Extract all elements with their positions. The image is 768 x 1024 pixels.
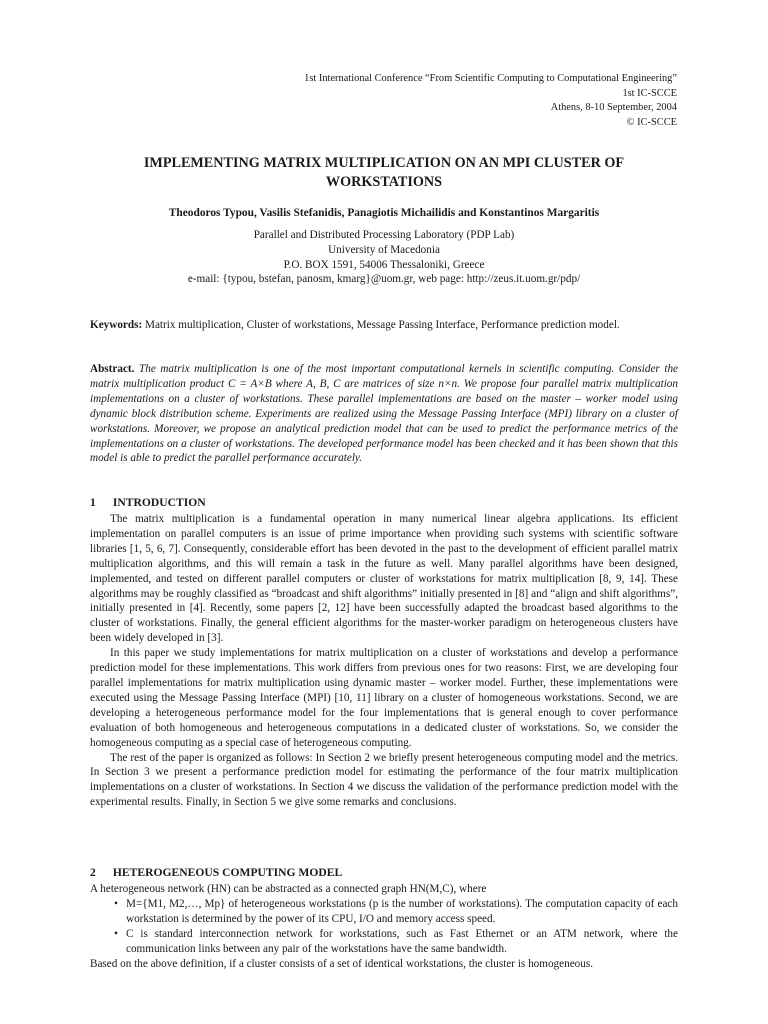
paper-title bbox=[90, 154, 678, 192]
section-1-heading bbox=[90, 496, 206, 509]
definition-list bbox=[90, 897, 678, 957]
section-2-title: HETEROGENEOUS COMPUTING MODEL bbox=[112, 866, 343, 879]
paragraph: A heterogeneous network (HN) can be abstracted as a connected graph HN(M,C), where bbox=[90, 883, 487, 895]
list-item bbox=[114, 897, 678, 927]
lab-name: Parallel and Distributed Processing Laboratory (PDP Lab) bbox=[253, 229, 515, 241]
paragraph: The matrix multiplication is a fundamental operation in many numerical linear algebra applications. Its efficient implementation on parallel computers is an issue of prime importance when providing such systems with scientific software libraries [1, 5, 6, 7]. Consequently, considerable effort has been devoted in the past to the development of efficient parallel matrix multiplication algorithms, and this will remain a task in the future as well. Many parallel algorithms have been designed, implemented, and tested on different parallel computers or cluster of workstations for matrix multiplication [8, 9, 14]. These algorithms may be roughly classified as “broadcast and shift algorithms” initially presented in [8] and “align and shift algorithms”, initially presented in [4]. Recently, some papers [2, 12] have been successfully adapted the broadcast based algorithms to the cluster of workstations. Finally, the general efficient algorithms for the master-worker paradigm on heterogeneous clusters have been widely developed in [3]. bbox=[90, 513, 678, 645]
keywords-block bbox=[90, 318, 678, 333]
bullet-icon: • bbox=[114, 897, 118, 910]
abstract-text: The matrix multiplication is one of the most important computational kernels in scientific computing. Consider the matrix multiplication product C = A×B where A, B, C are matrices of size n×n. We propose four parallel matrix multiplication implementations on a cluster of workstations. These parallel implementations are based on the master – worker model using dynamic block distribution scheme. Experiments are realized using the Message Passing Interface (MPI) library on a cluster of workstations. Moreover, we propose an analytical prediction model that can be used to predict the performance metrics of the implementations on a cluster of workstations. The developed performance model has been checked and it has been shown that this model is able to predict the parallel performance accurately. bbox=[90, 363, 679, 465]
section-2-heading bbox=[90, 866, 342, 879]
title-line-1: IMPLEMENTING MATRIX MULTIPLICATION ON AN MPI CLUSTER OF bbox=[143, 155, 625, 171]
section-2-body bbox=[90, 882, 678, 971]
abstract-block bbox=[90, 362, 678, 466]
author-list: Theodoros Typou, Vasilis Stefanidis, Panagiotis Michailidis and Konstantinos Margaritis bbox=[168, 207, 600, 219]
section-1-body bbox=[90, 512, 678, 810]
title-line-2: WORKSTATIONS bbox=[325, 174, 443, 190]
conference-date: Athens, 8-10 September, 2004 bbox=[550, 102, 677, 113]
abstract-label: Abstract. bbox=[90, 363, 135, 375]
conference-copyright: © IC-SCCE bbox=[626, 116, 677, 128]
list-item bbox=[114, 927, 678, 957]
list-item-text: M={M1, M2,…, Mp} of heterogeneous workstations (p is the number of workstations). The computation capacity of each workstation is determined by the power of its CPU, I/O and memory access speed. bbox=[126, 897, 678, 925]
postal-address: P.O. BOX 1591, 54006 Thessaloniki, Greece bbox=[283, 258, 485, 271]
paragraph: In this paper we study implementations for matrix multiplication on a cluster of workstations and develop a performance prediction model for these implementations. This work differs from previous ones for two reasons: First, we are developing four parallel implementations for matrix multiplication using dynamic master – worker model. Further, these implementations were executed using the Message Passing Interface (MPI) [10, 11] library on a cluster of homogeneous workstations. Second, we are developing a heterogeneous performance model for the four implementations that is general enough to cover performance evaluation of both homogeneous and heterogeneous computations in a dedicated cluster of workstations. So, we consider the homogeneous computing as a special case of heterogeneous computing. bbox=[90, 647, 678, 749]
conference-acronym: 1st IC-SCCE bbox=[622, 87, 677, 99]
conference-name: 1st International Conference “From Scientific Computing to Computational Engineering” bbox=[304, 73, 677, 84]
paragraph: The rest of the paper is organized as follows: In Section 2 we briefly present heterogeneous computing model and the metrics. In Section 3 we present a performance prediction model for estimating the performance of the four matrix multiplication implementations on a cluster of workstations. In Section 4 we discuss the validation of the performance prediction model with the experimental results. Finally, in Section 5 we give some remarks and conclusions. bbox=[90, 751, 678, 809]
conference-header bbox=[304, 72, 677, 130]
affiliation bbox=[90, 228, 678, 287]
keywords-text: Matrix multiplication, Cluster of workstations, Message Passing Interface, Performance prediction model. bbox=[145, 319, 620, 331]
list-item-text: C is standard interconnection network for workstations, such as Fast Ethernet or an ATM network, where the communication links between any pair of the workstations have the same bandwidth. bbox=[126, 927, 678, 955]
keywords-label: Keywords: bbox=[90, 319, 143, 331]
section-1-title: INTRODUCTION bbox=[112, 496, 206, 509]
contact-line: e-mail: {typou, bstefan, panosm, kmarg}@uom.gr, web page: http://zeus.it.uom.gr/pdp/ bbox=[187, 273, 581, 286]
section-2-number: 2 bbox=[90, 866, 96, 879]
paragraph: Based on the above definition, if a cluster consists of a set of identical workstations, the cluster is homogeneous. bbox=[90, 957, 594, 970]
university-name: University of Macedonia bbox=[328, 243, 440, 256]
bullet-icon: • bbox=[114, 927, 118, 940]
section-1-number: 1 bbox=[90, 496, 96, 509]
